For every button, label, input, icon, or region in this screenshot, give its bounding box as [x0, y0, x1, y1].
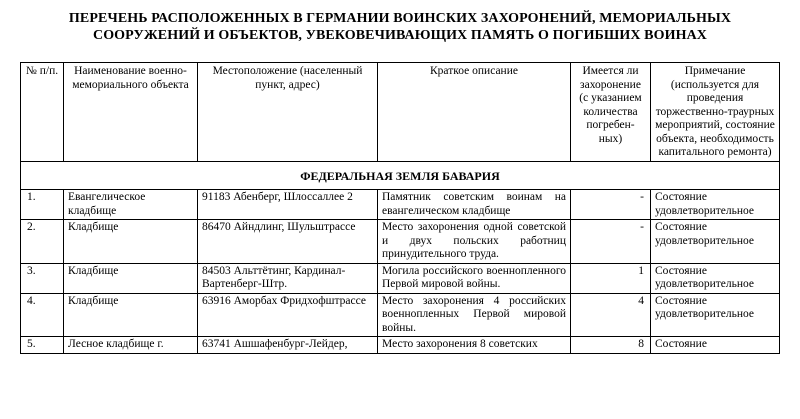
table-row	[21, 337, 780, 354]
row-description: Памятник советским воинам на евангелическом кладбище	[378, 190, 571, 220]
row-count: 8	[571, 337, 651, 354]
row-note: Состояние удовлетворительное	[651, 190, 780, 220]
title-line-1: ПЕРЕЧЕНЬ РАСПОЛОЖЕННЫХ В ГЕРМАНИИ ВОИНСКИХ ЗАХОРОНЕНИЙ, МЕМОРИАЛЬНЫХ	[68, 11, 732, 26]
row-num: 3.	[21, 263, 64, 293]
row-location: 84503 Альттётинг, Кардинал-Вартенберг-Штр.	[198, 263, 378, 293]
row-name: Кладбище	[64, 263, 198, 293]
row-location: 91183 Абенберг, Шлоссаллее 2	[198, 190, 378, 220]
row-num: 4.	[21, 293, 64, 337]
header-burials: Имеется ли захоронение (с указанием количества погребен-ных)	[571, 63, 651, 162]
row-note: Состояние удовлетворительное	[651, 220, 780, 264]
table-row	[21, 263, 780, 293]
row-description: Место захоронения одной советской и двух польских работниц принудительного труда.	[378, 220, 571, 264]
header-note: Примечание (используется для проведения торжественно-траурных мероприятий, состояние объекта, необходимость капитального ремонта)	[651, 63, 780, 162]
header-description: Краткое описание	[378, 63, 571, 162]
row-name: Лесное кладбище г.	[64, 337, 198, 354]
table-row	[21, 293, 780, 337]
row-location: 63916 Аморбах Фридхофштрассе	[198, 293, 378, 337]
row-count: 1	[571, 263, 651, 293]
row-note: Состояние	[651, 337, 780, 354]
row-note: Состояние удовлетворительное	[651, 263, 780, 293]
row-num: 1.	[21, 190, 64, 220]
row-count: -	[571, 220, 651, 264]
row-description: Могила российского военнопленного Первой мировой войны.	[378, 263, 571, 293]
table-row	[21, 220, 780, 264]
title-line-2: СООРУЖЕНИЙ И ОБЪЕКТОВ, УВЕКОВЕЧИВАЮЩИХ ПАМЯТЬ О ПОГИБШИХ ВОИНАХ	[92, 28, 708, 43]
document-title	[0, 10, 800, 44]
row-location: 86470 Айндлинг, Шульштрассе	[198, 220, 378, 264]
header-name: Наименование военно-мемориального объекта	[64, 63, 198, 162]
row-description: Место захоронения 4 российских военнопленных Первой мировой войны.	[378, 293, 571, 337]
table-header-row	[21, 63, 780, 162]
row-location: 63741 Ашшафенбург-Лейдер,	[198, 337, 378, 354]
row-note: Состояние удовлетворительное	[651, 293, 780, 337]
memorials-table	[20, 62, 780, 354]
row-count: 4	[571, 293, 651, 337]
section-title: ФЕДЕРАЛЬНАЯ ЗЕМЛЯ БАВАРИЯ	[21, 161, 780, 190]
row-name: Кладбище	[64, 293, 198, 337]
row-count: -	[571, 190, 651, 220]
header-num: № п/п.	[21, 63, 64, 162]
table-row	[21, 190, 780, 220]
header-location: Местоположение (населенный пункт, адрес)	[198, 63, 378, 162]
section-row	[21, 161, 780, 190]
row-name: Евангелическое кладбище	[64, 190, 198, 220]
row-description: Место захоронения 8 советских	[378, 337, 571, 354]
row-num: 2.	[21, 220, 64, 264]
row-num: 5.	[21, 337, 64, 354]
row-name: Кладбище	[64, 220, 198, 264]
